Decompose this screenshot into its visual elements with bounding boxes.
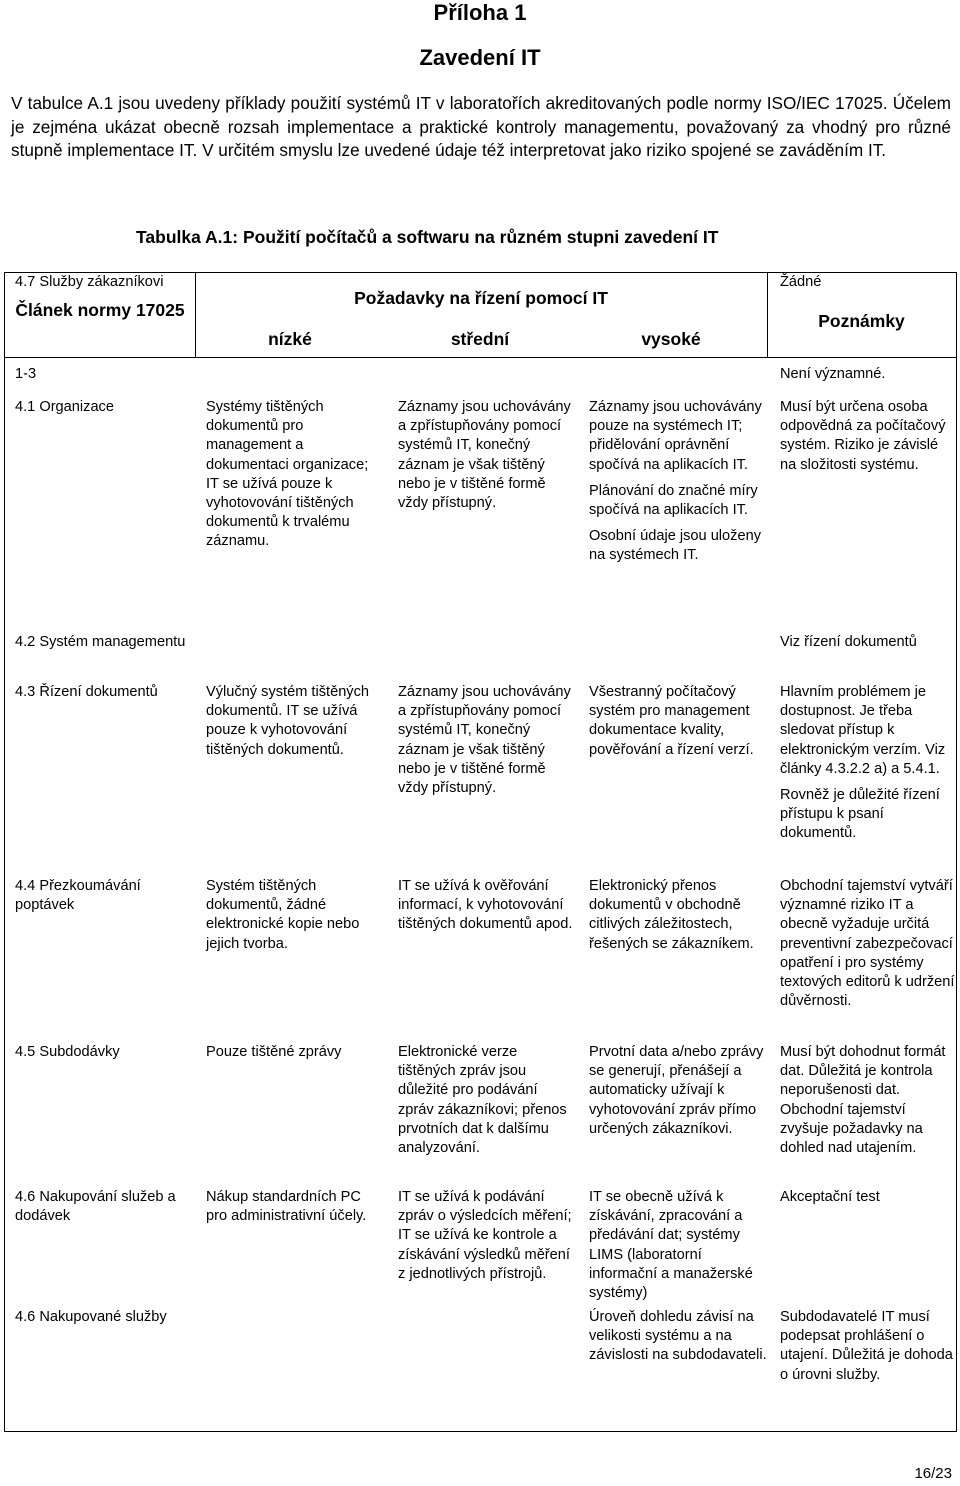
header-medium: střední — [450, 329, 510, 349]
cell-paragraph: Elektronický přenos dokumentů v obchodně citlivých záležitostech, řešených se zákazníkem. — [589, 878, 754, 952]
cell-paragraph: Systémy tištěných dokumentů pro management a dokumentaci organizace; IT se užívá pouze k vyhotovování tištěných dokumentů k trvalému záznamu. — [206, 399, 369, 550]
cell-paragraph: Osobní údaje jsou uloženy na systémech IT. — [589, 528, 761, 564]
cell-paragraph: 4.1 Organizace — [15, 399, 114, 415]
cell-medium — [398, 1188, 576, 1291]
cell-medium — [398, 877, 576, 942]
cell-paragraph: Prvotní data a/nebo zprávy se generují, přenášejí a automaticky užívají k vyhotovování zpráv přímo určených zákazníkovi. — [589, 1044, 764, 1137]
cell-paragraph: Záznamy jsou uchovávány a zpřístupňovány pomocí systémů IT, konečný záznam je však tištěný nebo je v tištěné formě vždy přístupný. — [398, 399, 571, 512]
cell-paragraph: Výlučný systém tištěných dokumentů. IT se užívá pouze k vyhotovování tištěných dokumentů. — [206, 684, 370, 758]
cell-paragraph: IT se užívá k ověřování informací, k vyhotovování tištěných dokumentů apod. — [398, 878, 573, 933]
cell-low — [206, 1188, 384, 1233]
cell-article — [15, 1043, 195, 1069]
cell-paragraph: 4.3 Řízení dokumentů — [15, 684, 158, 700]
cell-paragraph: IT se obecně užívá k získávání, zpracování a předávání dat; systémy LIMS (laboratorní informační a manažerské systémy) — [589, 1189, 753, 1302]
cell-low — [206, 877, 384, 961]
it-usage-table — [4, 272, 957, 1432]
cell-notes — [780, 1308, 956, 1392]
cell-high — [589, 877, 767, 961]
cell-paragraph: Pouze tištěné zprávy — [206, 1044, 342, 1060]
cell-paragraph: 4.7 Služby zákazníkovi — [15, 274, 164, 290]
cell-low — [206, 683, 384, 767]
cell-paragraph: Plánování do značné míry spočívá na aplikacích IT. — [589, 482, 758, 519]
cell-notes — [780, 633, 956, 659]
cell-notes — [780, 877, 956, 1018]
cell-paragraph: Hlavním problémem je dostupnost. Je třeba sledovat přístup k elektronickým verzím. Viz články 4.3.2.2 a) a 5.4.1. — [780, 684, 946, 777]
cell-article — [15, 273, 195, 299]
cell-paragraph: 1-3 — [15, 366, 37, 382]
cell-paragraph: Nákup standardních PC pro administrativní účely. — [206, 1189, 367, 1225]
header-requirements: Požadavky na řízení pomocí IT — [354, 288, 608, 308]
cell-paragraph: 4.5 Subdodávky — [15, 1044, 120, 1060]
cell-paragraph: IT se užívá k podávání zpráv o výsledcích měření; IT se užívá ke kontrole a získávání výsledků měření z jednotlivých přístrojů. — [398, 1189, 572, 1282]
cell-notes — [780, 398, 956, 482]
cell-article — [15, 365, 195, 391]
cell-low — [206, 398, 384, 559]
cell-notes — [780, 1188, 956, 1214]
cell-article — [15, 1188, 195, 1233]
page-number: 16/23 — [914, 1465, 952, 1482]
cell-paragraph: Obchodní tajemství vytváří významné riziko IT a obecně vyžaduje určitá preventivní zabezpečovací opatření i pro systémy textových editorů k udržení důvěrnosti. — [780, 878, 955, 1010]
cell-paragraph: 4.2 Systém managementu — [15, 634, 186, 650]
cell-high — [589, 683, 767, 767]
cell-paragraph: Záznamy jsou uchovávány pouze na systémech IT; přidělování oprávnění spočívá na aplikacích IT. — [589, 399, 762, 473]
cell-notes — [780, 683, 956, 851]
cell-notes — [780, 273, 956, 299]
header-bottom-border — [5, 357, 956, 358]
annex-title: Příloha 1 — [433, 0, 527, 25]
cell-notes — [780, 1043, 956, 1165]
cell-medium — [398, 683, 576, 805]
cell-paragraph: Elektronické verze tištěných zpráv jsou důležité pro podávání zpráv zákazníkovi; přenos prvotních dat k dalšímu analyzování. — [398, 1044, 567, 1157]
header-notes: Poznámky — [818, 311, 905, 331]
cell-article — [15, 398, 195, 424]
cell-high — [589, 1188, 767, 1310]
cell-paragraph: Musí být určena osoba odpovědná za počítačový systém. Riziko je závislé na složitosti systému. — [780, 399, 946, 473]
cell-article — [15, 1308, 195, 1334]
cell-paragraph: Rovněž je důležité řízení přístupu k psaní dokumentů. — [780, 787, 940, 842]
cell-paragraph: Systém tištěných dokumentů, žádné elektronické kopie nebo jejich tvorba. — [206, 878, 360, 952]
cell-paragraph: Musí být dohodnut formát dat. Důležitá je kontrola neporušenosti dat. Obchodní tajemství zvyšuje požadavky na dohled nad utajením. — [780, 1044, 946, 1157]
cell-paragraph: 4.6 Nakupování služeb a dodávek — [15, 1189, 176, 1225]
header-low: nízké — [268, 329, 312, 349]
cell-notes — [780, 365, 956, 391]
cell-medium — [398, 398, 576, 520]
cell-paragraph: Viz řízení dokumentů — [780, 634, 917, 650]
document-title: Zavedení IT — [419, 45, 541, 70]
cell-paragraph: Není významné. — [780, 366, 886, 382]
cell-paragraph: Úroveň dohledu závisí na velikosti systému a na závislosti na subdodavateli. — [589, 1309, 767, 1364]
cell-paragraph: Akceptační test — [780, 1189, 880, 1205]
cell-article — [15, 877, 195, 922]
table-caption: Tabulka A.1: Použití počítačů a softwaru na různém stupni zavedení IT — [136, 227, 719, 247]
cell-paragraph: 4.6 Nakupované služby — [15, 1309, 167, 1325]
cell-paragraph: Žádné — [780, 274, 822, 290]
cell-paragraph: Záznamy jsou uchovávány a zpřístupňovány pomocí systémů IT, konečný záznam je však tištěný nebo je v tištěné formě vždy přístupný. — [398, 684, 571, 797]
cell-article — [15, 683, 195, 709]
cell-low — [206, 1043, 384, 1069]
intro-paragraph: V tabulce A.1 jsou uvedeny příklady použití systémů IT v laboratořích akreditovaných podle normy ISO/IEC 17025. Účelem je zejména ukázat obecně rozsah implementace a praktické kontroly managementu, považovaný za vhodný pro různé stupně implementace IT. V určitém smyslu lze uvedené údaje též interpretovat jako riziko spojené se zaváděním IT. — [11, 93, 951, 160]
header-high: vysoké — [641, 329, 701, 349]
cell-high — [589, 1043, 767, 1146]
cell-paragraph: 4.4 Přezkoumávání poptávek — [15, 878, 141, 914]
header-article: Článek normy 17025 — [15, 300, 185, 320]
cell-high — [589, 1308, 767, 1373]
cell-high — [589, 398, 767, 573]
cell-medium — [398, 1043, 576, 1165]
cell-paragraph: Subdodavatelé IT musí podepsat prohlášení o utajení. Důležitá je dohoda o úrovni služby. — [780, 1309, 953, 1383]
cell-article — [15, 633, 195, 659]
cell-paragraph: Všestranný počítačový systém pro management dokumentace kvality, pověřování a řízení verzí. — [589, 684, 754, 758]
